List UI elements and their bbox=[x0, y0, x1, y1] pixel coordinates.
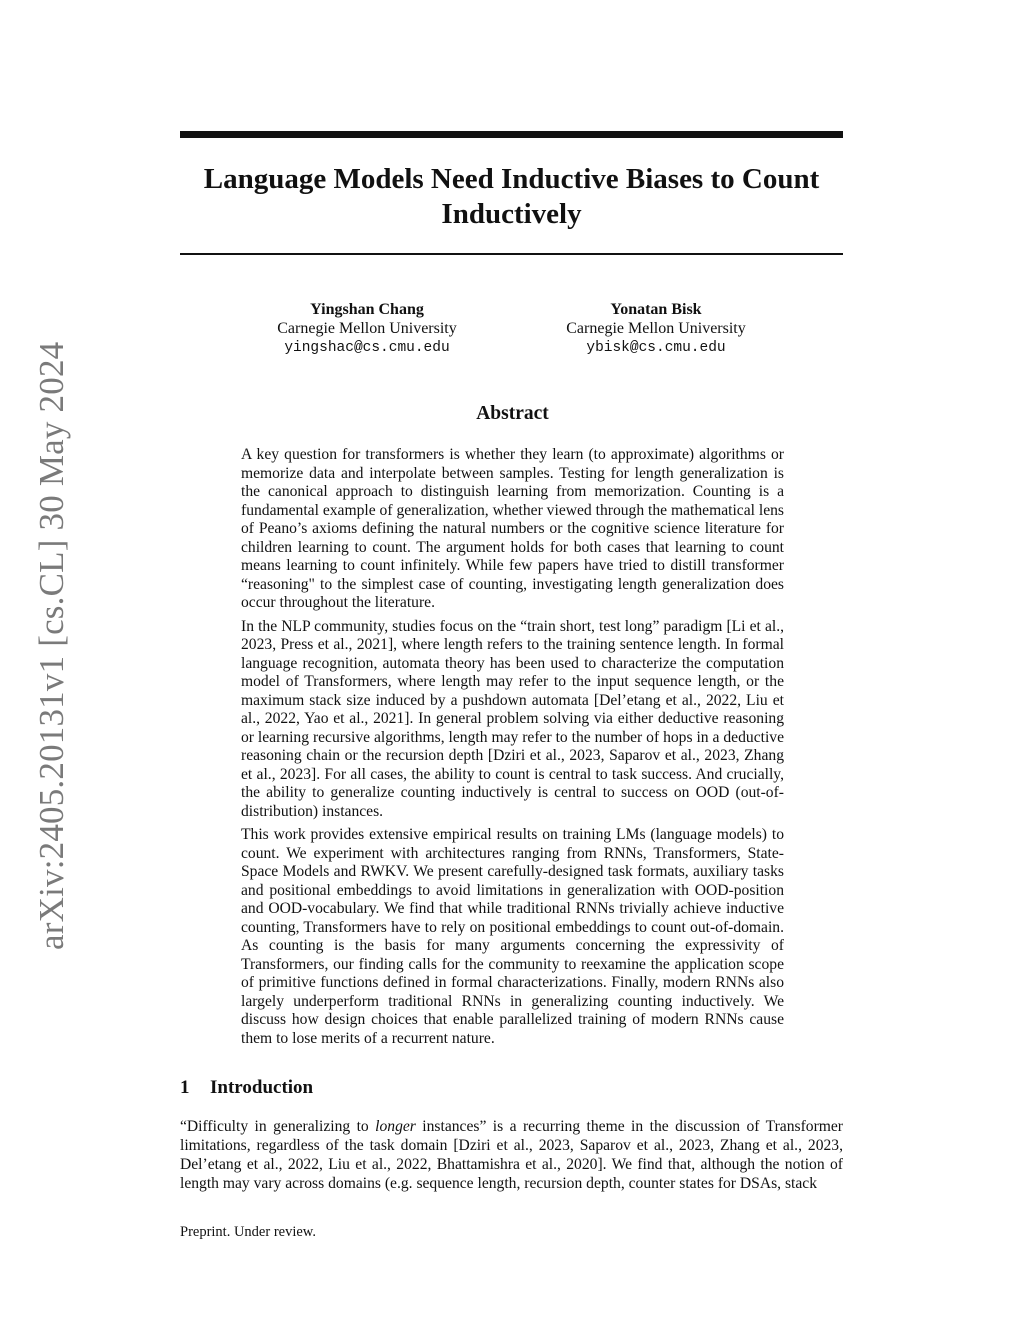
introduction-paragraph bbox=[180, 1117, 843, 1193]
abstract-paragraph: This work provides extensive empirical results on training LMs (language models) to count. We experiment with architectures ranging from RNNs, Transformers, State-Space Models and RWKV. We present carefully-designed task formats, auxiliary tasks and positional embeddings to avoid limitations in generalization with OOD-position and OOD-vocabulary. We find that while traditional RNNs trivially achieve inductive counting, Transformers have to rely on positional embeddings to count out-of-domain. As counting is the basis for many arguments concerning the expressivity of Transformers, our finding calls for the community to reexamine the application scope of primitive functions defined in formal characterizations. Finally, modern RNNs also largely underperform traditional RNNs in generalizing counting inductively. We discuss how design choices that enable parallelized training of modern RNNs cause them to lose merits of a recurrent nature. bbox=[241, 826, 784, 1047]
author-name: Yingshan Chang bbox=[310, 301, 424, 318]
title-bottom-rule bbox=[180, 253, 843, 255]
author-email[interactable]: ybisk@cs.cmu.edu bbox=[586, 340, 726, 356]
author-affiliation: Carnegie Mellon University bbox=[277, 320, 457, 337]
intro-text-rest: instances” is a recurring theme in the discussion of Transformer limitations, regardless of the task domain [Dziri et al., 2023, Saparov et al., 2023, Zhang et al., 2023, Del’etang et al., 2022, Liu et al., 2022, Bhattamishra et al., 2020]. We find that, although the notion of length may vary across domains (e.g. sequence length, recursion depth, counter states for DSAs, stack bbox=[180, 1118, 844, 1192]
author-email[interactable]: yingshac@cs.cmu.edu bbox=[284, 340, 450, 356]
abstract-body bbox=[241, 446, 784, 1053]
introduction-body bbox=[180, 1117, 843, 1193]
title-top-rule bbox=[180, 131, 843, 138]
section-title: Introduction bbox=[210, 1077, 314, 1098]
paper-title: Language Models Need Inductive Biases to Count Inductively bbox=[203, 163, 820, 230]
author-affiliation: Carnegie Mellon University bbox=[566, 320, 746, 337]
abstract-heading: Abstract bbox=[476, 403, 549, 424]
section-heading-introduction bbox=[180, 1077, 313, 1099]
abstract-paragraph: In the NLP community, studies focus on the “train short, test long” paradigm [Li et al., 2023, Press et al., 2021], where length refers to the training sentence length. In formal language recognition, automata theory has been used to characterize the computation model of Transformers, where length may refer to the input sequence length, or the maximum stack size induced by a pushdown automata [Del’etang et al., 2022, Liu et al., 2022, Yao et al., 2021]. In general problem solving via either deductive reasoning or learning recursive algorithms, length may refer to the number of hops in a deductive reasoning chain or the recursion depth [Dziri et al., 2023, Saparov et al., 2023, Zhang et al., 2023]. For all cases, the ability to count is central to task success. And crucially, the ability to generalize counting inductively is central to success on OOD (out-of-distribution) instances. bbox=[241, 617, 784, 820]
intro-text-start: “Difficulty in generalizing to bbox=[180, 1118, 376, 1135]
intro-emphasis: longer bbox=[375, 1118, 416, 1135]
arxiv-identifier-stamp: arXiv:2405.20131v1 [cs.CL] 30 May 2024 bbox=[32, 341, 71, 950]
author-block bbox=[506, 300, 806, 358]
abstract-paragraph: A key question for transformers is whether they learn (to approximate) algorithms or memorize data and interpolate between samples. Testing for length generalization is the canonical approach to distinguish learning from memorization. Counting is a fundamental example of generalization, whether viewed through the mathematical lens of Peano’s axioms defining the natural numbers or the cognitive science literature for children learning to count. The argument holds for both cases that learning to count means learning to count infinitely. While few papers have tried to distill transformer “reasoning" to the simplest case of counting, investigating length generalization does occur throughout the literature. bbox=[241, 446, 784, 611]
footer-note: Preprint. Under review. bbox=[180, 1224, 316, 1240]
author-block bbox=[217, 300, 517, 358]
author-name: Yonatan Bisk bbox=[610, 301, 702, 318]
section-number: 1 bbox=[180, 1077, 190, 1098]
